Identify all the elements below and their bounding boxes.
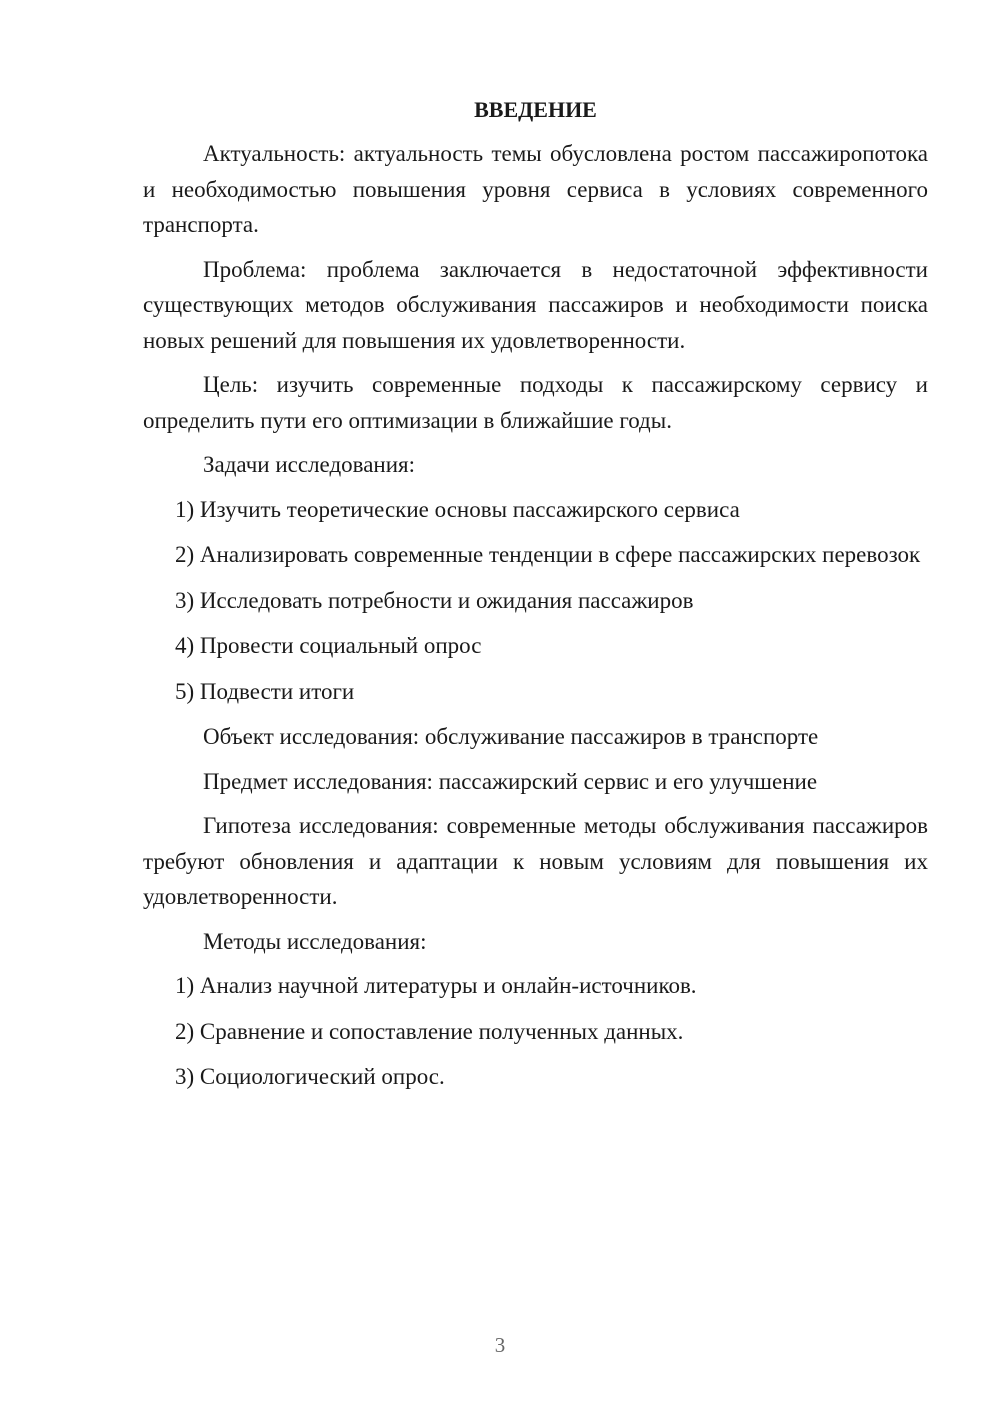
- subject-paragraph: Предмет исследования: пассажирский сервис и его улучшение: [203, 768, 818, 794]
- tasks-heading: Задачи исследования:: [203, 452, 416, 477]
- page-content: [143, 92, 928, 1105]
- problem-paragraph: Проблема: проблема заключается в недостаточной эффективности существующих методов обслуживания пассажиров и необходимости поиска новых решений для повышения их удовлетворенности.: [143, 256, 928, 353]
- object-paragraph: Объект исследования: обслуживание пассажиров в транспорте: [203, 724, 819, 749]
- methods-heading: Методы исследования:: [203, 928, 427, 954]
- method-item: 1) Анализ научной литературы и онлайн-источников.: [175, 973, 697, 998]
- goal-paragraph: Цель: изучить современные подходы к пассажирскому сервису и определить пути его оптимизации в ближайшие годы.: [143, 372, 928, 433]
- task-item: 2) Анализировать современные тенденции в сфере пассажирских перевозок: [175, 542, 921, 567]
- relevance-paragraph: Актуальность: актуальность темы обусловлена ростом пассажиропотока и необходимостью повышения уровня сервиса в условиях современного транспорта.: [143, 141, 928, 237]
- method-item: 2) Сравнение и сопоставление полученных данных.: [175, 1018, 684, 1044]
- task-item: 1) Изучить теоретические основы пассажирского сервиса: [175, 496, 740, 522]
- method-item: 3) Социологический опрос.: [175, 1064, 445, 1089]
- task-item: 3) Исследовать потребности и ожидания пассажиров: [175, 587, 694, 613]
- hypothesis-paragraph: Гипотеза исследования: современные методы обслуживания пассажиров требуют обновления и адаптации к новым условиям для повышения их удовлетворенности.: [143, 813, 928, 909]
- task-item: 5) Подвести итоги: [175, 678, 355, 704]
- task-item: 4) Провести социальный опрос: [175, 633, 482, 658]
- section-title: ВВЕДЕНИЕ: [474, 97, 597, 122]
- page-number: 3: [494, 1333, 506, 1357]
